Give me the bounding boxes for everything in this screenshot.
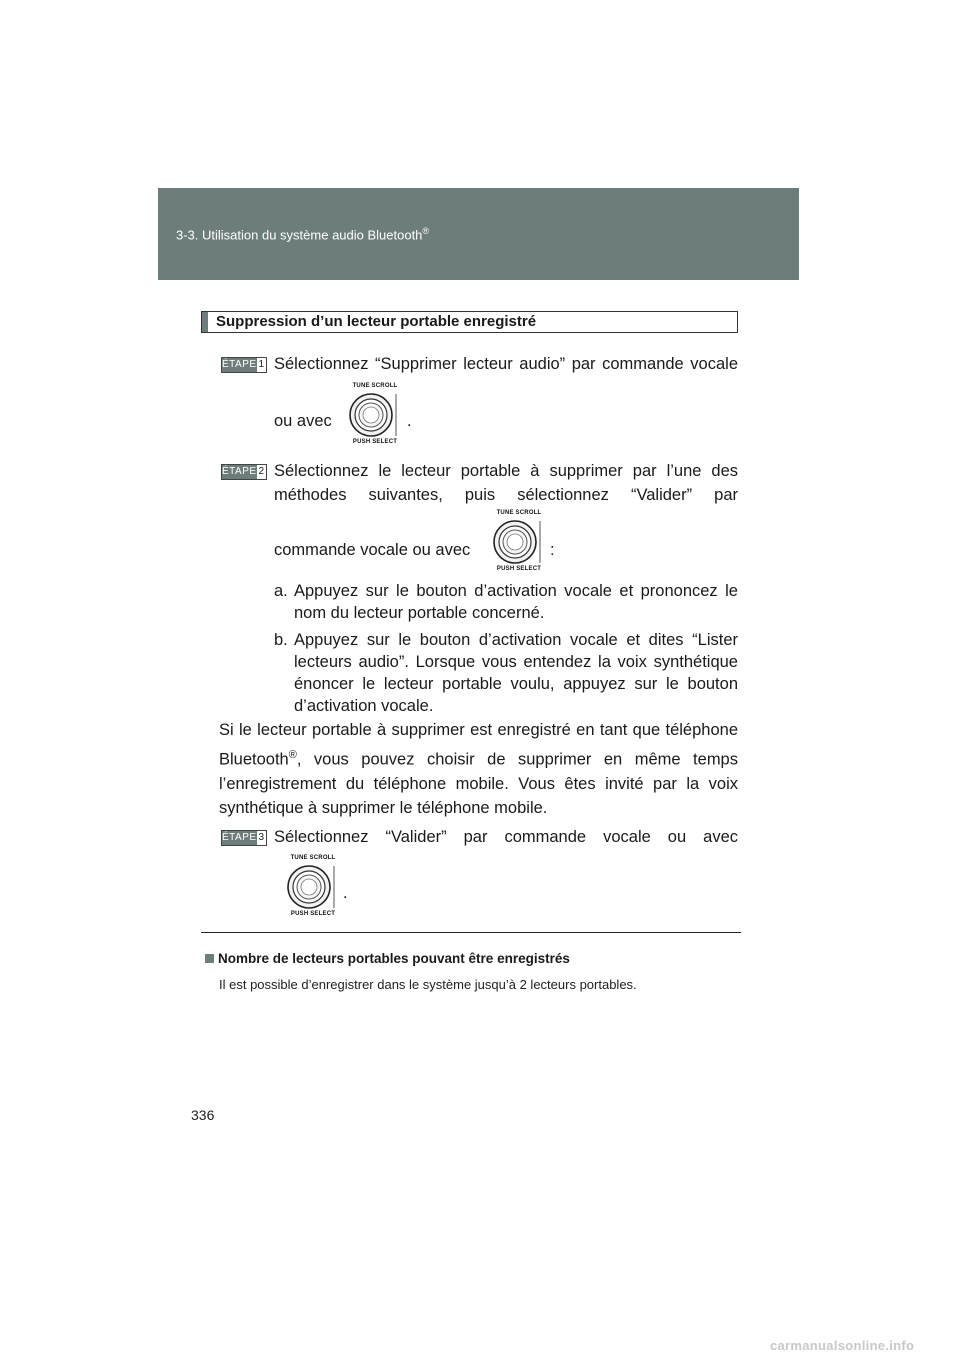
knob-label-bottom: PUSH SELECT (496, 566, 542, 572)
step-badge-2 (221, 464, 267, 480)
step-2-line-2: méthodes suivantes, puis sélectionnez “Valider” par (274, 486, 738, 504)
section-divider (201, 932, 741, 933)
option-b-letter: b. (274, 631, 288, 649)
note-title-text: Nombre de lecteurs portables pouvant être enregistrés (218, 951, 570, 966)
step-2-commande-vocale: commande vocale ou avec (274, 541, 471, 559)
step-badge-number: 2 (258, 466, 265, 477)
knob-label-top: TUNE SCROLL (496, 510, 542, 516)
registered-mark: ® (422, 226, 430, 236)
tune-scroll-knob-icon (282, 855, 344, 917)
step-2-line-1: Sélectionnez le lecteur portable à supprimer par l’une des (274, 462, 738, 480)
step-badge-word: ÉTAPE (222, 832, 257, 843)
step-badge-1 (221, 357, 267, 373)
step-2-colon: : (550, 541, 555, 559)
section-title-box (201, 311, 738, 333)
knob-label-bottom: PUSH SELECT (352, 439, 398, 445)
tune-scroll-knob-icon (488, 510, 550, 572)
watermark: carmanualsonline.info (770, 1338, 915, 1353)
step-badge-number: 1 (258, 359, 265, 370)
knob-label-bottom: PUSH SELECT (290, 911, 336, 917)
option-b-text: Appuyez sur le bouton d’activation vocale et dites “Lister lecteurs audio”. Lorsque vous entendez la voix synthétique énoncer le lecteur portable voulu, appuyez sur le bouton d’activation vocale. (294, 631, 738, 715)
knob-dial-icon (492, 519, 546, 565)
option-a-letter: a. (274, 582, 288, 600)
step-1-ou-avec: ou avec (274, 412, 332, 430)
step-badge-word: ÉTAPE (222, 359, 257, 370)
note-title (205, 951, 570, 966)
option-a-text: Appuyez sur le bouton d’activation vocale et prononcez le nom du lecteur portable concerné. (294, 582, 738, 622)
step-3-line-1: Sélectionnez “Valider” par commande vocale ou avec (274, 828, 738, 846)
info-paragraph (219, 718, 738, 821)
chapter-header-band (158, 188, 799, 280)
tune-scroll-knob-icon (344, 383, 406, 445)
knob-label-top: TUNE SCROLL (352, 383, 398, 389)
step-badge-word: ÉTAPE (222, 466, 257, 477)
section-title-marker (202, 312, 208, 332)
section-title: Suppression d’un lecteur portable enregistré (216, 313, 537, 330)
page-number: 336 (191, 1107, 215, 1123)
breadcrumb-text: 3-3. Utilisation du système audio Bluetooth (176, 227, 423, 243)
step-badge-number: 3 (258, 832, 265, 843)
info-paragraph-part1: Si le lecteur portable à supprimer est enregistré en tant que téléphone Bluetooth (219, 721, 738, 768)
info-paragraph-part2: , vous pouvez choisir de supprimer en même temps l’enregistrement du téléphone mobile. Vous êtes invité par la voix synthétique à supprimer le téléphone mobile. (219, 750, 738, 817)
step-1-period: . (407, 412, 412, 430)
knob-dial-icon (348, 392, 402, 438)
knob-label-top: TUNE SCROLL (290, 855, 336, 861)
knob-dial-icon (286, 864, 340, 910)
note-square-icon (205, 954, 214, 963)
note-text: Il est possible d’enregistrer dans le système jusqu’à 2 lecteurs portables. (219, 977, 637, 992)
registered-mark: ® (288, 748, 297, 761)
breadcrumb (176, 226, 429, 242)
step-3-period: . (343, 884, 348, 902)
step-badge-3 (221, 830, 267, 846)
step-1-line-1: Sélectionnez “Supprimer lecteur audio” par commande vocale (274, 355, 738, 373)
